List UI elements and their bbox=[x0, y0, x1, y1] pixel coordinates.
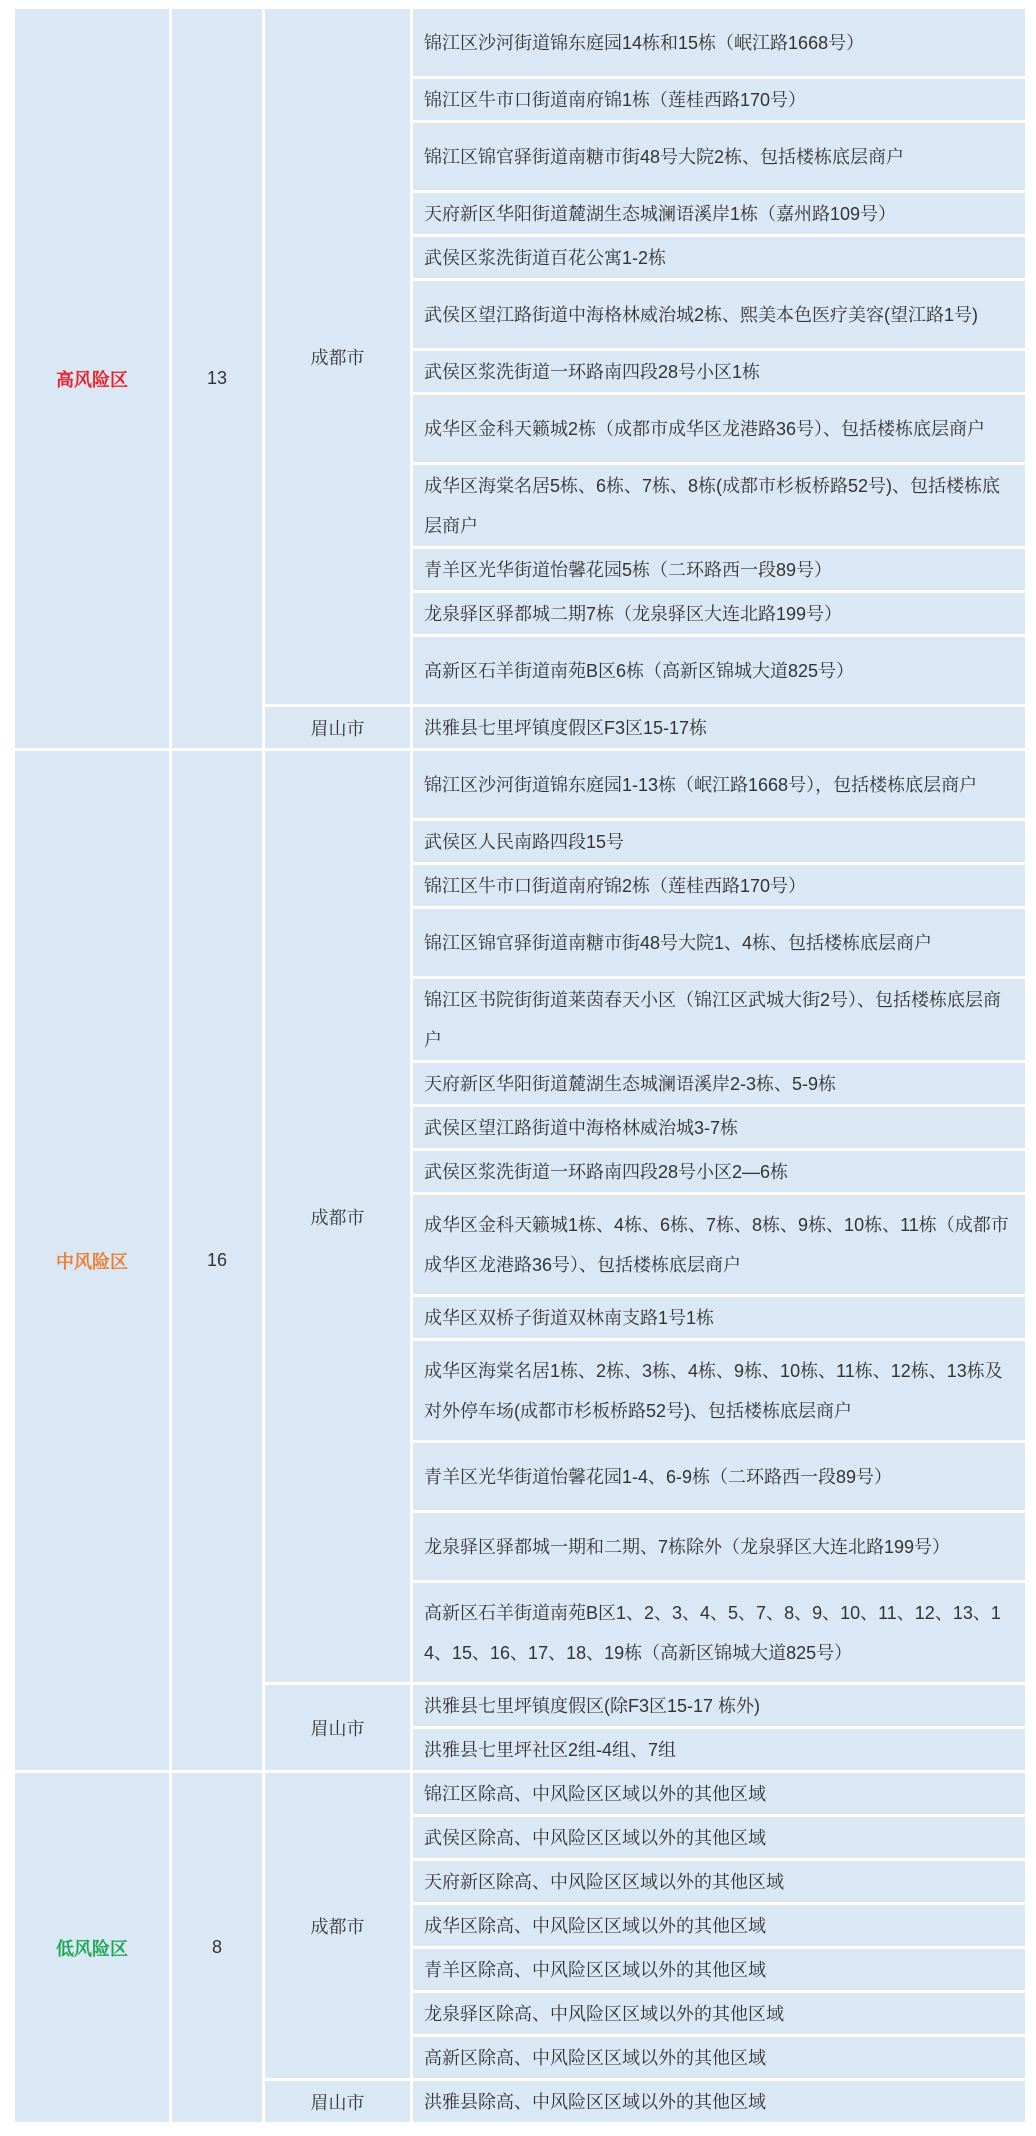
area-row: 天府新区华阳街道麓湖生态城澜语溪岸2-3栋、5-9栋 bbox=[413, 1063, 1025, 1104]
city-name-meishan: 眉山市 bbox=[265, 2081, 410, 2122]
area-row: 青羊区光华街道怡馨花园1-4、6-9栋（二环路西一段89号） bbox=[413, 1443, 1025, 1510]
city-name-meishan: 眉山市 bbox=[265, 707, 410, 748]
city-name-chengdu: 成都市 bbox=[265, 751, 410, 1682]
area-row: 锦江区书院街街道莱茵春天小区（锦江区武城大街2号）、包括楼栋底层商户 bbox=[413, 979, 1025, 1060]
area-row: 洪雅县七里坪镇度假区F3区15-17栋 bbox=[413, 707, 1025, 748]
high-risk-label: 高风险区 bbox=[15, 9, 169, 748]
low-risk-label: 低风险区 bbox=[15, 1773, 169, 2122]
high-risk-count: 13 bbox=[172, 9, 262, 748]
area-row: 武侯区浆洗街道一环路南四段28号小区1栋 bbox=[413, 351, 1025, 392]
area-row: 武侯区望江路街道中海格林威治城3-7栋 bbox=[413, 1107, 1025, 1148]
area-row: 洪雅县除高、中风险区区域以外的其他区域 bbox=[413, 2081, 1025, 2122]
area-row: 锦江区锦官驿街道南糖市街48号大院1、4栋、包括楼栋底层商户 bbox=[413, 909, 1025, 976]
area-row: 锦江区沙河街道锦东庭园1-13栋（岷江路1668号），包括楼栋底层商户 bbox=[413, 751, 1025, 818]
area-row: 武侯区望江路街道中海格林威治城2栋、熙美本色医疗美容(望江路1号) bbox=[413, 281, 1025, 348]
area-row: 锦江区沙河街道锦东庭园14栋和15栋（岷江路1668号） bbox=[413, 9, 1025, 76]
area-row: 锦江区锦官驿街道南糖市街48号大院2栋、包括楼栋底层商户 bbox=[413, 123, 1025, 190]
area-row: 高新区石羊街道南苑B区1、2、3、4、5、7、8、9、10、11、12、13、14、15、16、17、18、19栋（高新区锦城大道825号） bbox=[413, 1583, 1025, 1682]
area-row: 龙泉驿区驿都城一期和二期、7栋除外（龙泉驿区大连北路199号） bbox=[413, 1513, 1025, 1580]
medium-risk-label: 中风险区 bbox=[15, 751, 169, 1770]
area-row: 锦江区除高、中风险区区域以外的其他区域 bbox=[413, 1773, 1025, 1814]
medium-risk-count: 16 bbox=[172, 751, 262, 1770]
area-row: 锦江区牛市口街道南府锦1栋（莲桂西路170号） bbox=[413, 79, 1025, 120]
area-row: 青羊区除高、中风险区区域以外的其他区域 bbox=[413, 1949, 1025, 1990]
city-name-meishan: 眉山市 bbox=[265, 1685, 410, 1770]
area-row: 成华区金科天籁城1栋、4栋、6栋、7栋、8栋、9栋、10栋、11栋（成都市成华区龙港路36号）、包括楼栋底层商户 bbox=[413, 1195, 1025, 1294]
area-row: 武侯区浆洗街道一环路南四段28号小区2—6栋 bbox=[413, 1151, 1025, 1192]
area-row: 成华区金科天籁城2栋（成都市成华区龙港路36号）、包括楼栋底层商户 bbox=[413, 395, 1025, 462]
area-row: 锦江区牛市口街道南府锦2栋（莲桂西路170号） bbox=[413, 865, 1025, 906]
area-row: 成华区海棠名居5栋、6栋、7栋、8栋(成都市杉板桥路52号)、包括楼栋底层商户 bbox=[413, 465, 1025, 546]
city-name-chengdu: 成都市 bbox=[265, 9, 410, 704]
low-risk-count: 8 bbox=[172, 1773, 262, 2122]
area-row: 高新区除高、中风险区区域以外的其他区域 bbox=[413, 2037, 1025, 2078]
area-row: 武侯区浆洗街道百花公寓1-2栋 bbox=[413, 237, 1025, 278]
area-row: 成华区双桥子街道双林南支路1号1栋 bbox=[413, 1297, 1025, 1338]
area-row: 成华区海棠名居1栋、2栋、3栋、4栋、9栋、10栋、11栋、12栋、13栋及对外停车场(成都市杉板桥路52号)、包括楼栋底层商户 bbox=[413, 1341, 1025, 1440]
risk-area-table bbox=[15, 9, 1025, 2122]
area-row: 高新区石羊街道南苑B区6栋（高新区锦城大道825号） bbox=[413, 637, 1025, 704]
area-row: 武侯区除高、中风险区区域以外的其他区域 bbox=[413, 1817, 1025, 1858]
area-row: 龙泉驿区除高、中风险区区域以外的其他区域 bbox=[413, 1993, 1025, 2034]
area-row: 天府新区除高、中风险区区域以外的其他区域 bbox=[413, 1861, 1025, 1902]
area-row: 龙泉驿区驿都城二期7栋（龙泉驿区大连北路199号） bbox=[413, 593, 1025, 634]
area-row: 青羊区光华街道怡馨花园5栋（二环路西一段89号） bbox=[413, 549, 1025, 590]
area-row: 成华区除高、中风险区区域以外的其他区域 bbox=[413, 1905, 1025, 1946]
area-row: 洪雅县七里坪社区2组-4组、7组 bbox=[413, 1729, 1025, 1770]
area-row: 武侯区人民南路四段15号 bbox=[413, 821, 1025, 862]
city-name-chengdu: 成都市 bbox=[265, 1773, 410, 2078]
area-row: 天府新区华阳街道麓湖生态城澜语溪岸1栋（嘉州路109号） bbox=[413, 193, 1025, 234]
area-row: 洪雅县七里坪镇度假区(除F3区15-17 栋外) bbox=[413, 1685, 1025, 1726]
